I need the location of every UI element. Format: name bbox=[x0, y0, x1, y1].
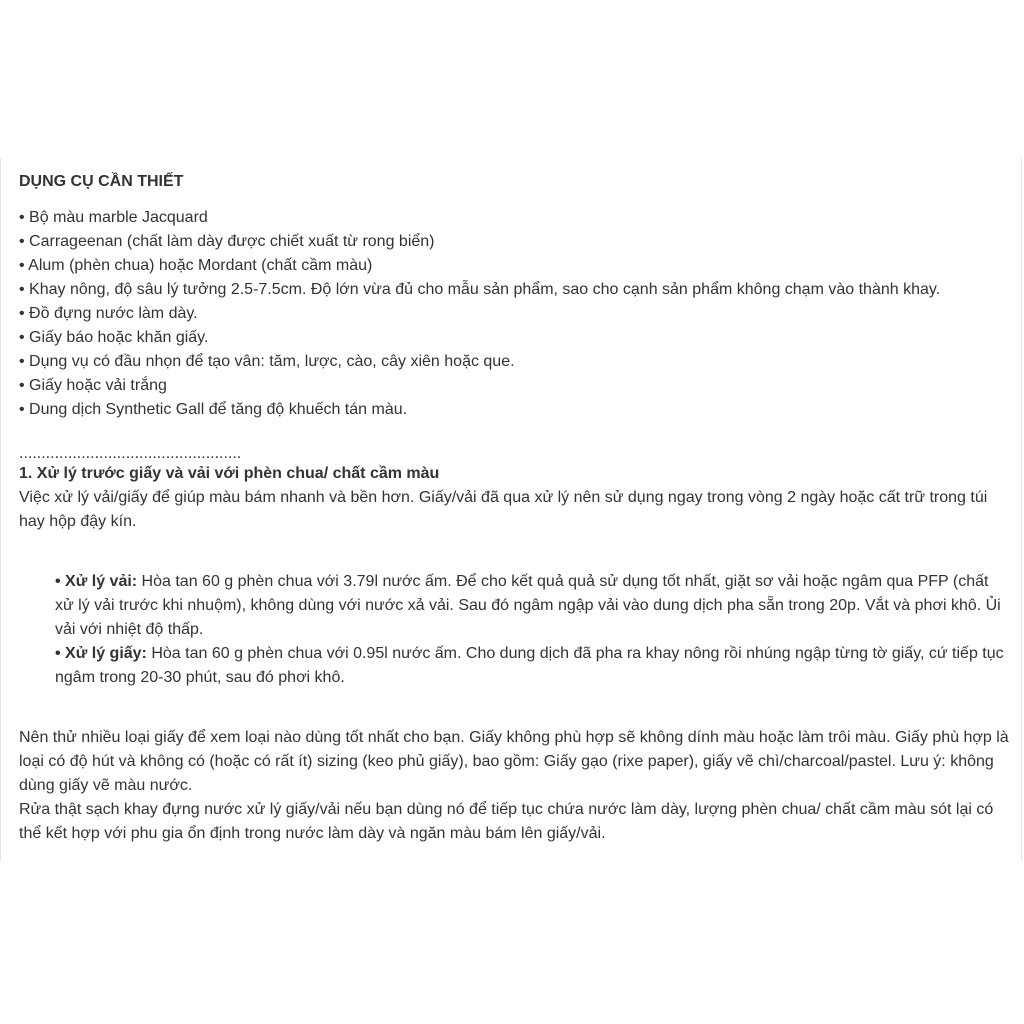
treatment-list bbox=[19, 570, 1009, 690]
notes-block bbox=[19, 726, 1009, 846]
section-title: 1. Xử lý trước giấy và vải với phèn chua/ chất cầm màu bbox=[19, 465, 440, 482]
paper-treatment bbox=[55, 642, 1009, 690]
article-body bbox=[19, 170, 1009, 846]
list-item: • Bộ màu marble Jacquard bbox=[19, 209, 208, 226]
fabric-treatment-label: • Xử lý vải: bbox=[55, 573, 138, 590]
list-item: • Đồ đựng nước làm dày. bbox=[19, 305, 198, 322]
fabric-treatment bbox=[55, 570, 1009, 642]
list-item: • Alum (phèn chua) hoặc Mordant (chất cầm màu) bbox=[19, 257, 373, 274]
section-intro: Việc xử lý vải/giấy để giúp màu bám nhanh và bền hơn. Giấy/vải đã qua xử lý nên sử dụng ngay trong vòng 2 ngày hoặc cất trữ trong túi hay hộp đậy kín. bbox=[19, 489, 988, 530]
tools-list bbox=[19, 206, 1009, 422]
list-item: • Khay nông, độ sâu lý tưởng 2.5-7.5cm. Độ lớn vừa đủ cho mẫu sản phẩm, sao cho cạnh sản phẩm không chạm vào thành khay. bbox=[19, 281, 941, 298]
paper-advice: Nên thử nhiều loại giấy để xem loại nào dùng tốt nhất cho bạn. Giấy không phù hợp sẽ không dính màu hoặc làm trôi màu. Giấy phù hợp là loại có độ hút và không có (hoặc có rất ít) sizing (keo phủ giấy), bao gồm: Giấy gạo (rixe paper), giấy vẽ chì/charcoal/pastel. Lưu ý: không dùng giấy vẽ màu nước. bbox=[19, 729, 1009, 794]
list-item: • Giấy báo hoặc khăn giấy. bbox=[19, 329, 209, 346]
list-item: • Giấy hoặc vải trắng bbox=[19, 377, 167, 394]
dotted-separator: .................................................. bbox=[19, 445, 242, 462]
list-item: • Carrageenan (chất làm dày được chiết xuất từ rong biển) bbox=[19, 233, 435, 250]
tools-heading: DỤNG CỤ CẦN THIẾT bbox=[19, 173, 184, 190]
tray-advice: Rửa thật sạch khay đựng nước xử lý giấy/vải nếu bạn dùng nó để tiếp tục chứa nước làm dày, lượng phèn chua/ chất cầm màu sót lại có thể kết hợp với phu gia ổn định trong nước làm dày và ngăn màu bám lên giấy/vải. bbox=[19, 801, 994, 842]
paper-treatment-text: Hòa tan 60 g phèn chua với 0.95l nước ấm. Cho dung dịch đã pha ra khay nông rồi nhúng ngập từng tờ giấy, cứ tiếp tục ngâm trong 20-30 phút, sau đó phơi khô. bbox=[55, 645, 1004, 686]
list-item: • Dung dịch Synthetic Gall để tăng độ khuếch tán màu. bbox=[19, 401, 408, 418]
fabric-treatment-text: Hòa tan 60 g phèn chua với 3.79l nước ấm. Để cho kết quả quả sử dụng tốt nhất, giặt sơ vải hoặc ngâm qua PFP (chất xử lý vải trước khi nhuộm), không dùng với nước xả vải. Sau đó ngâm ngập vải vào dung dịch pha sẵn trong 20p. Vắt và phơi khô. Ủi vải với nhiệt độ thấp. bbox=[55, 573, 1001, 638]
list-item: • Dụng vụ có đầu nhọn để tạo vân: tăm, lược, cào, cây xiên hoặc que. bbox=[19, 353, 515, 370]
paper-treatment-label: • Xử lý giấy: bbox=[55, 645, 147, 662]
